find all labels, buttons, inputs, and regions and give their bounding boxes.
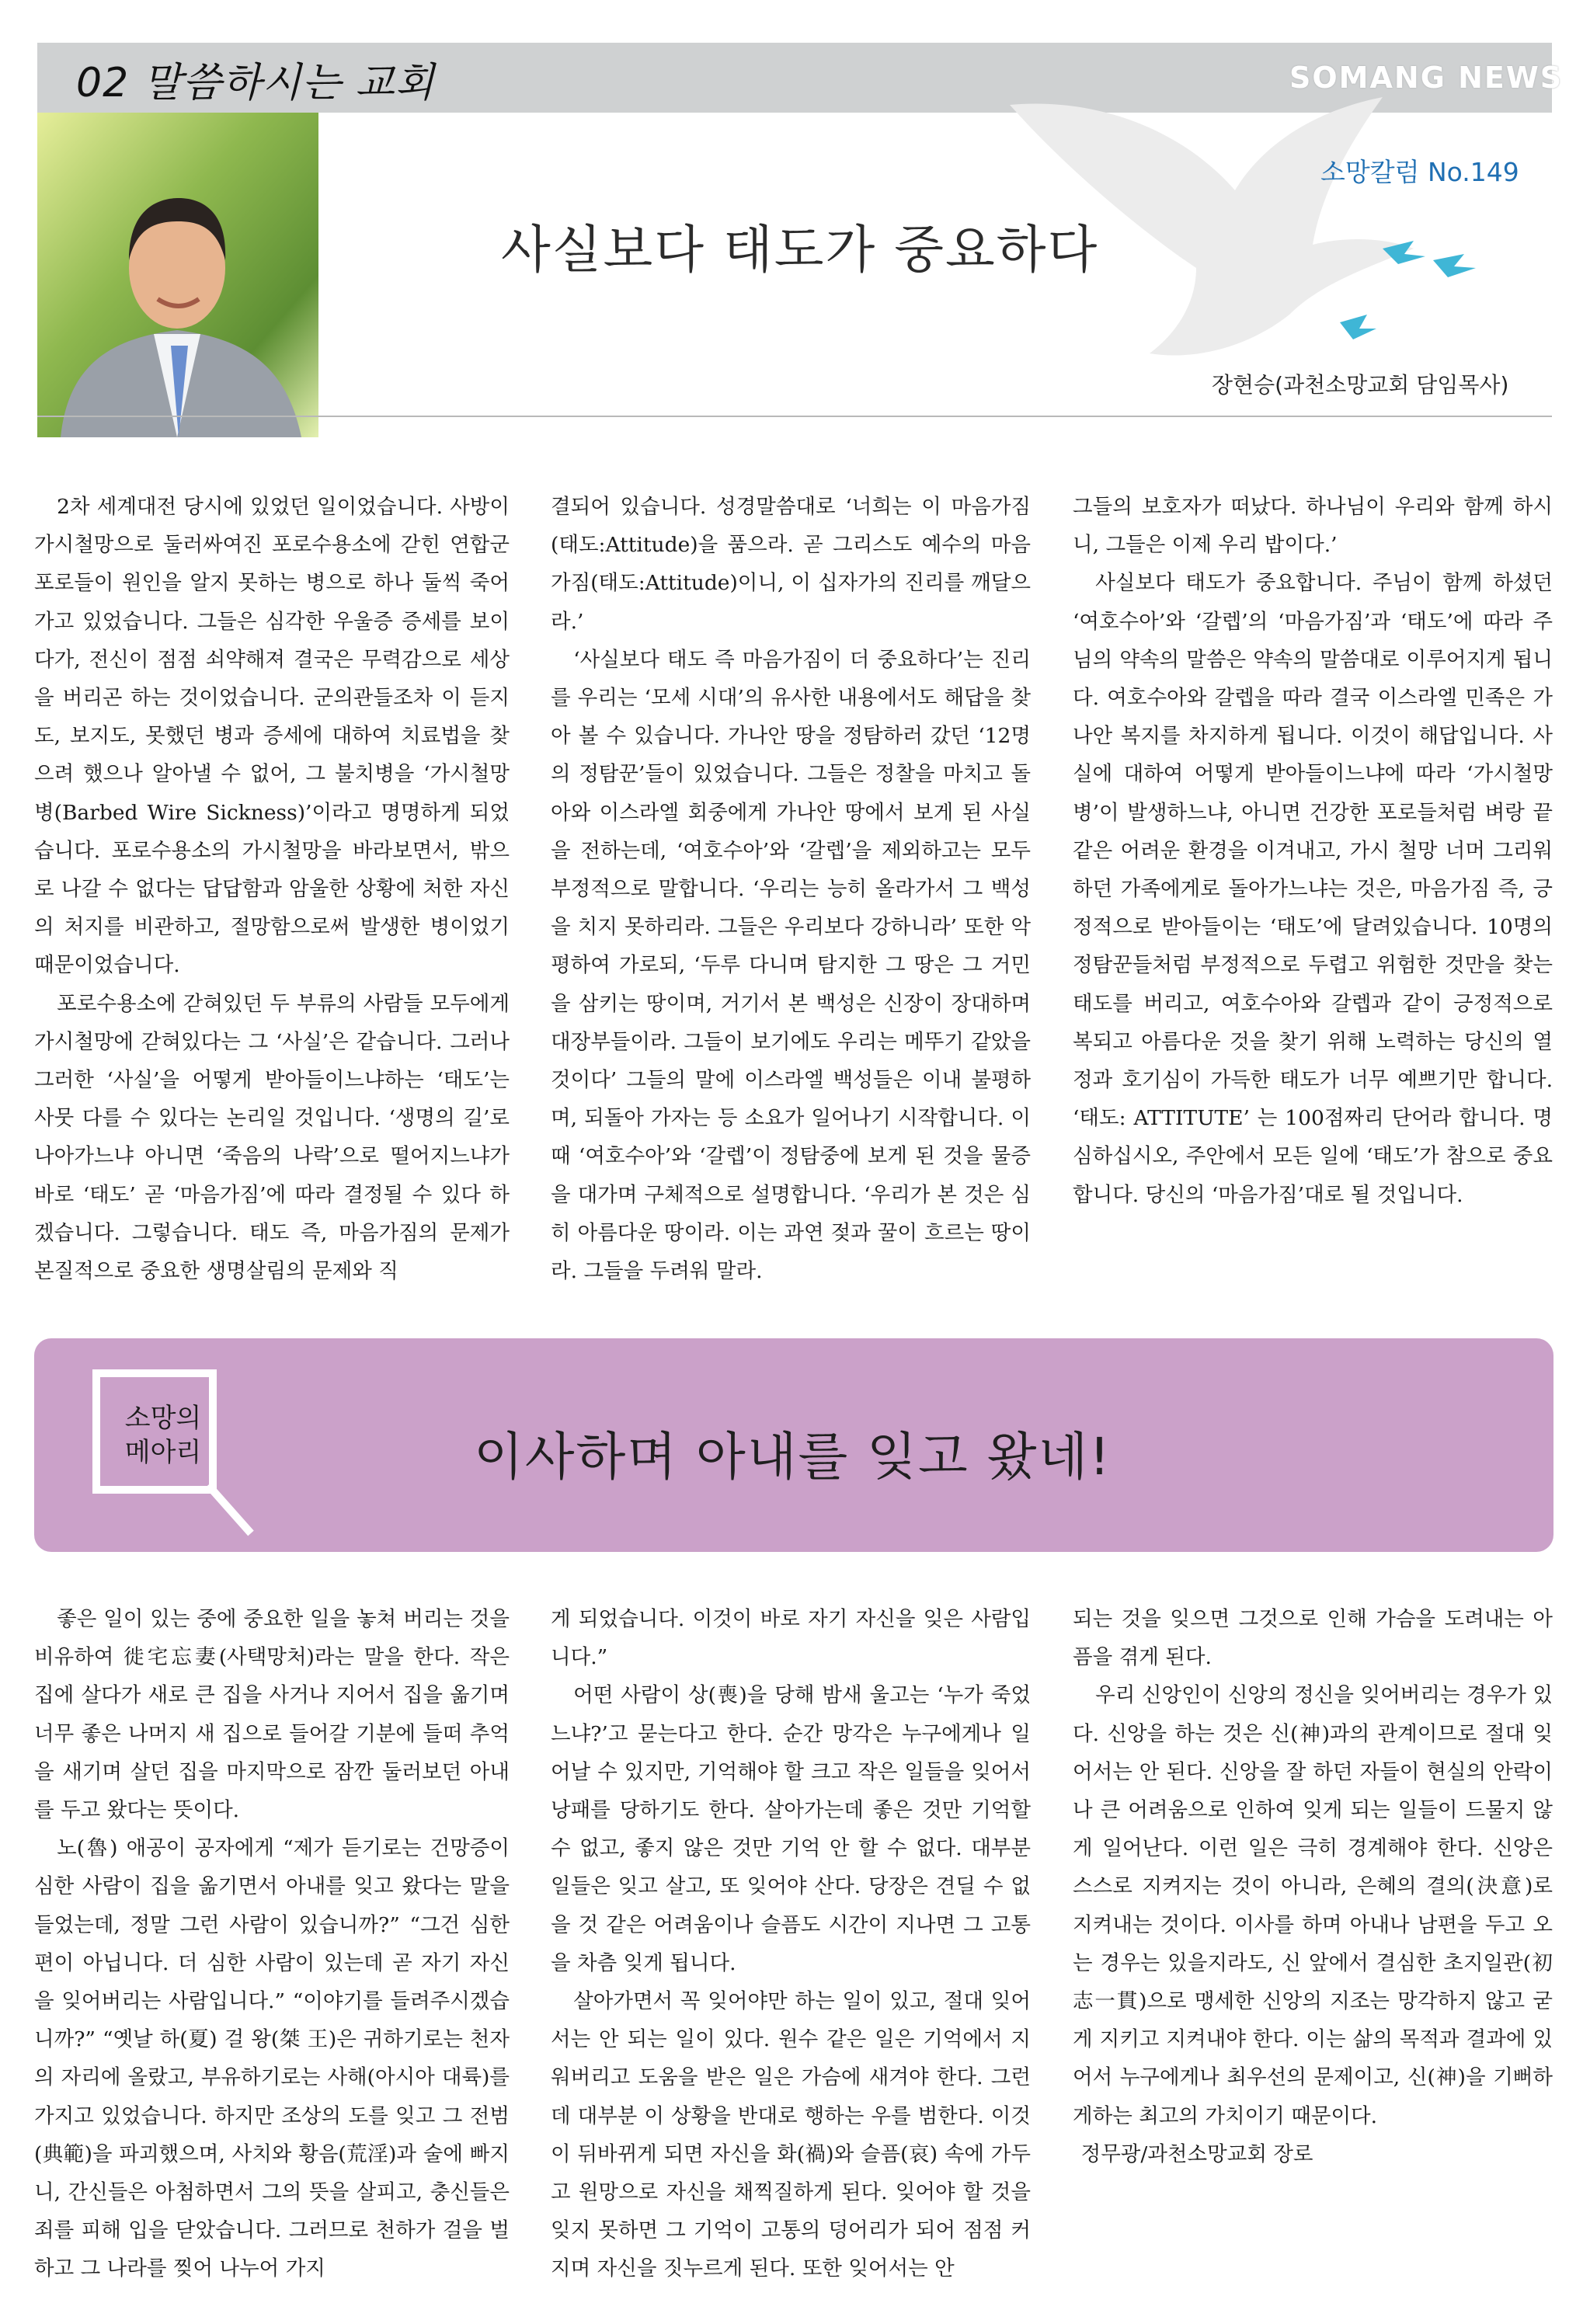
essay-column-2: [551, 1600, 1031, 2288]
essay-column-1: [34, 1600, 510, 2288]
essay-paragraph: 좋은 일이 있는 중에 중요한 일을 놓쳐 버리는 것을 비유하여 徙宅忘妻(사택망처)라는 말을 한다. 작은 집에 살다가 새로 큰 집을 사거나 지어서 집을 옮기며 너무 좋은 나머지 새 집으로 들어갈 기분에 들떠 추억을 새기며 살던 집을 마지막으로 잠깐 둘러보던 아내를 두고 왔다는 뜻이다.: [34, 1607, 510, 1823]
essay-paragraph: 살아가면서 꼭 잊어야만 하는 일이 있고, 절대 잊어서는 안 되는 일이 있다. 원수 같은 일은 기억에서 지워버리고 도움을 받은 일은 가슴에 새겨야 한다. 그런데 대부분 이 상황을 반대로 행하는 우를 범한다. 이것이 뒤바뀌게 되면 자신을 화(禍)와 슬픔(哀) 속에 가두고 원망으로 자신을 채찍질하게 된다. 잊어야 할 것을 잊지 못하면 그 기억이 고통의 덩어리가 되어 점점 커지며 자신을 짓누르게 된다. 또한 잊어서는 안: [551, 1989, 1031, 2281]
column-number: 소망칼럼 No.149: [1320, 157, 1519, 187]
article-paragraph: 그들의 보호자가 떠났다. 하나님이 우리와 함께 하시니, 그들은 이제 우리 밥이다.’: [1073, 495, 1553, 558]
banner-label-line1: 소망의: [124, 1403, 202, 1434]
article-paragraph: 사실보다 태도가 중요합니다. 주님이 함께 하셨던 ‘여호수아’와 ‘갈렙’의 ‘마음가짐’과 ‘태도’에 따라 주님의 약속의 말씀은 약속의 말씀대로 이루어지게 됩니다. 여호수아와 갈렙을 따라 결국 이스라엘 민족은 가나안 복지를 차지하게 됩니다. 이것이 해답입니다. 사실에 대하여 어떻게 받아들이느냐에 따라 ‘가시철망병’이 발생하느냐, 아니면 건강한 포로들처럼 벼랑 끝 같은 어려운 환경을 이겨내고, 가시 철망 너머 그리워하던 가족에게로 돌아가느냐는 것은, 마음가짐 즉, 긍정적으로 받아들이는 ‘태도’에 달려있습니다. 10명의 정탐꾼들처럼 부정적으로 두렵고 위험한 것만을 찾는 태도를 버리고, 여호수아와 갈렙과 같이 긍정적으로 복되고 아름다운 것을 찾기 위해 노력하는 당신의 열정과 호기심이 가득한 태도가 너무 예쁘기만 합니다. ‘태도: ATTITUTE’ 는 100점짜리 단어라 합니다. 명심하십시오, 주안에서 모든 일에 ‘태도’가 참으로 중요합니다. 당신의 ‘마음가짐’대로 될 것입니다.: [1073, 571, 1553, 1207]
divider: [37, 416, 1552, 417]
essay-paragraph: 되는 것을 잊으면 그것으로 인해 가슴을 도려내는 아픔을 겪게 된다.: [1073, 1607, 1553, 1670]
essay-column-3: [1073, 1600, 1553, 2173]
essay-signature: 정무광/과천소망교회 장로: [1080, 2141, 1313, 2166]
pastor-photo: [37, 113, 318, 437]
banner-label-line2: 메아리: [124, 1437, 202, 1468]
article-column-1: [34, 488, 510, 1290]
article-paragraph: 결되어 있습니다. 성경말씀대로 ‘너희는 이 마음가짐(태도:Attitude)을 품으라. 곧 그리스도 예수의 마음가짐(태도:Attitude)이니, 이 십자가의 진리를 깨달으라.’: [551, 495, 1031, 634]
essay-paragraph: 게 되었습니다. 이것이 바로 자기 자신을 잊은 사람입니다.”: [551, 1607, 1031, 1670]
article-author: 장현승(과천소망교회 담임목사): [1212, 372, 1509, 398]
essay-title: 이사하며 아내를 잊고 왔네!: [474, 1427, 1112, 1487]
essay-paragraph: 노(魯) 애공이 공자에게 “제가 듣기로는 건망증이 심한 사람이 집을 옮기면서 아내를 잊고 왔다는 말을 들었는데, 정말 그런 사람이 있습니까?” “그건 심한 편이 아닙니다. 더 심한 사람이 있는데 곧 자기 자신을 잊어버리는 사람입니다.” “이야기를 들려주시겠습니까?” “옛날 하(夏) 걸 왕(桀 王)은 귀하기로는 천자의 자리에 올랐고, 부유하기로는 사해(아시아 대륙)를 가지고 있었습니다. 하지만 조상의 도를 잊고 그 전범(典範)을 파괴했으며, 사치와 황음(荒淫)과 술에 빠지니, 간신들은 아첨하면서 그의 뜻을 살피고, 충신들은 죄를 피해 입을 닫았습니다. 그러므로 천하가 걸을 벌하고 그 나라를 찢어 나누어 가지: [34, 1836, 510, 2281]
article-paragraph: 2차 세계대전 당시에 있었던 일이었습니다. 사방이 가시철망으로 둘러싸여진 포로수용소에 갇힌 연합군 포로들이 원인을 알지 못하는 병으로 하나 둘씩 죽어가고 있었습니다. 그들은 심각한 우울증 증세를 보이다가, 전신이 점점 쇠약해져 결국은 무력감으로 세상을 버리곤 하는 것이었습니다. 군의관들조차 이 듣지도, 보지도, 못했던 병과 증세에 대하여 치료법을 찾으려 했으나 알아낼 수 없어, 그 불치병을 ‘가시철망 병(Barbed Wire Sickness)’이라고 명명하게 되었습니다. 포로수용소의 가시철망을 바라보면서, 밖으로 나갈 수 없다는 답답함과 암울한 상황에 처한 자신의 처지를 비관하고, 절망함으로써 발생한 병이었기 때문이었습니다.: [34, 495, 510, 978]
section-label: 02 말씀하시는 교회: [76, 60, 435, 106]
brand-logo: SOMANG NEWS: [1289, 61, 1564, 95]
article-paragraph: ‘사실보다 태도 즉 마음가짐이 더 중요하다’는 진리를 우리는 ‘모세 시대’의 유사한 내용에서도 해답을 찾아 볼 수 있습니다. 가나안 땅을 정탐하러 갔던 ‘12명의 정탐꾼’들이 있었습니다. 그들은 정찰을 마치고 돌아와 이스라엘 회중에게 가나안 땅에서 보게 된 사실을 전하는데, ‘여호수아’와 ‘갈렙’을 제외하고는 모두 부정적으로 말합니다. ‘우리는 능히 올라가서 그 백성을 치지 못하리라. 그들은 우리보다 강하니라’ 또한 악평하여 가로되, ‘두루 다니며 탐지한 그 땅은 그 거민을 삼키는 땅이며, 거기서 본 백성은 신장이 장대하며 대장부들이라. 그들이 보기에도 우리는 메뚜기 같았을 것이다’ 그들의 말에 이스라엘 백성들은 이내 불평하며, 되돌아 가자는 등 소요가 일어나기 시작합니다. 이때 ‘여호수아’와 ‘갈렙’이 정탐중에 보게 된 것을 물증을 대가며 구체적으로 설명합니다. ‘우리가 본 것은 심히 아름다운 땅이라. 이는 과연 젖과 꿀이 흐르는 땅이라. 그들을 두려워 말라.: [551, 647, 1031, 1284]
article-paragraph: 포로수용소에 갇혀있던 두 부류의 사람들 모두에게 가시철망에 갇혀있다는 그 ‘사실’은 같습니다. 그러나 그러한 ‘사실’을 어떻게 받아들이느냐하는 ‘태도’는 사뭇 다를 수 있다는 논리일 것입니다. ‘생명의 길’로 나아가느냐 아니면 ‘죽음의 나락’으로 떨어지느냐가 바로 ‘태도’ 곧 ‘마음가짐’에 따라 결정될 수 있다 하겠습니다. 그렇습니다. 태도 즉, 마음가짐의 문제가 본질적으로 중요한 생명살림의 문제와 직: [34, 991, 510, 1284]
essay-paragraph: 우리 신앙인이 신앙의 정신을 잊어버리는 경우가 있다. 신앙을 하는 것은 신(神)과의 관계이므로 절대 잊어서는 안 된다. 신앙을 잘 하던 자들이 현실의 안락이나 큰 어려움으로 인하여 잊게 되는 일들이 드물지 않게 일어난다. 이런 일은 극히 경계해야 한다. 신앙은 스스로 지켜지는 것이 아니라, 은혜의 결의(決意)로 지켜내는 것이다. 이사를 하며 아내나 남편을 두고 오는 경우는 있을지라도, 신 앞에서 결심한 초지일관(初志一貫)으로 맹세한 신앙의 지조는 망각하지 않고 굳게 지키고 지켜내야 한다. 이는 삶의 목적과 결과에 있어서 누구에게나 최우선의 문제이고, 신(神)을 기뻐하게하는 최고의 가치이기 때문이다.: [1073, 1683, 1553, 2128]
banner-label: [109, 1401, 217, 1470]
article-column-3: [1073, 488, 1553, 1214]
article-title: 사실보다 태도가 중요하다: [501, 220, 1099, 280]
article-column-2: [551, 488, 1031, 1290]
essay-paragraph: 어떤 사람이 상(喪)을 당해 밤새 울고는 ‘누가 죽었느냐?’고 묻는다고 한다. 순간 망각은 누구에게나 일어날 수 있지만, 기억해야 할 크고 작은 일들을 잊어서 낭패를 당하기도 한다. 살아가는데 좋은 것만 기억할 수 없고, 좋지 않은 것만 기억 안 할 수 없다. 대부분 일들은 잊고 살고, 또 잊어야 산다. 당장은 견딜 수 없을 것 같은 어려움이나 슬픔도 시간이 지나면 그 고통을 차츰 잊게 됩니다.: [551, 1683, 1031, 1975]
